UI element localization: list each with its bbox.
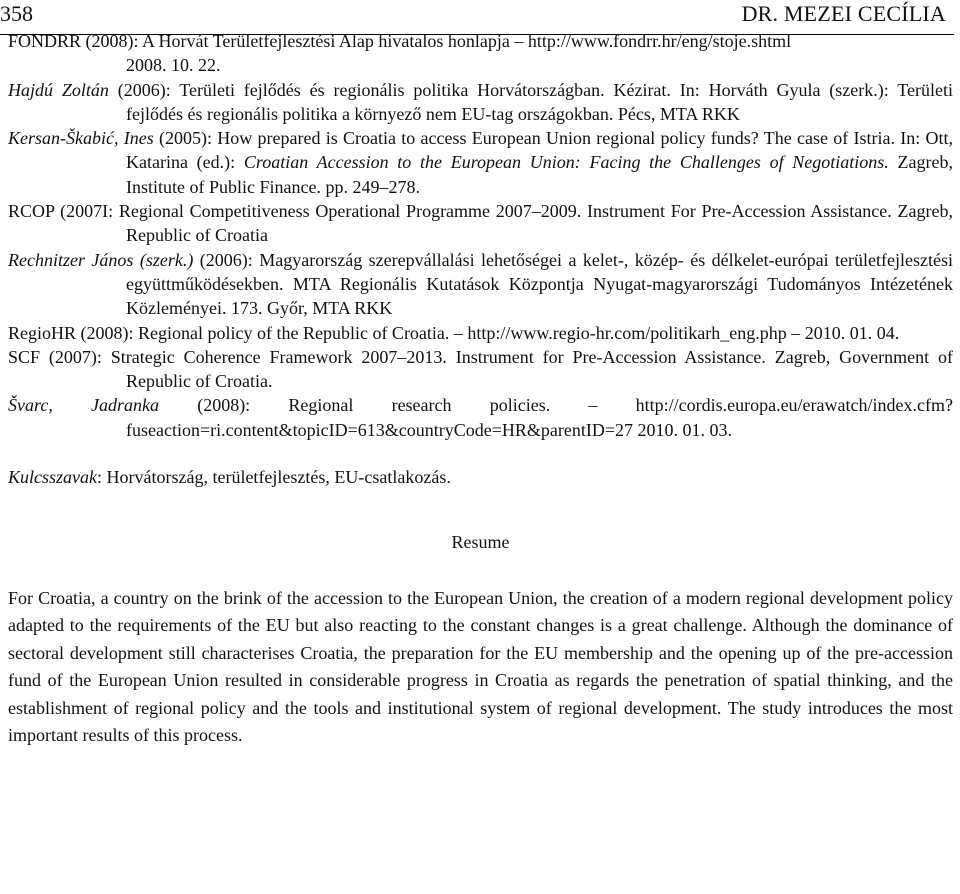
reference-item bbox=[8, 199, 953, 248]
reference-item bbox=[8, 248, 953, 321]
reference-author: Kersan-Škabić, Ines bbox=[8, 128, 154, 149]
reference-author: Švarc, Jadranka bbox=[8, 395, 159, 416]
reference-text: (2008): Regional research policies. – http://cordis.europa.eu/erawatch/index.cfm?fuseaction=ri.content&topicID=613&countryCode=HR&parentID=27 2010. 01. 03. bbox=[126, 395, 953, 440]
running-head: DR. MEZEI CECÍLIA bbox=[741, 1, 946, 26]
resume-body: For Croatia, a country on the brink of the accession to the European Union, the creation of a modern regional development policy adapted to the requirements of the EU but also reacting to the constant changes is a great challenge. Although the dominance of sectoral development still characterises Croatia, the preparation for the EU membership and the opening up of the pre-accession fund of the European Union resulted in considerable progress in Croatia as regards the penetration of spatial thinking, and the establishment of regional policy and the tools and institutional system of regional development. The study introduces the most important results of this process. bbox=[8, 588, 953, 746]
resume-title: Resume bbox=[451, 532, 510, 553]
reference-item bbox=[8, 126, 953, 199]
reference-author: Hajdú Zoltán bbox=[8, 79, 109, 100]
reference-text: RCOP (2007I: Regional Competitiveness Operational Programme 2007–2009. Instrument For Pre-Accession Assistance. Zagreb, Republic of Croatia bbox=[8, 201, 953, 246]
reference-item bbox=[8, 321, 953, 345]
keywords-text: : Horvátország, területfejlesztés, EU-csatlakozás. bbox=[97, 467, 451, 488]
reference-book-title: Croatian Accession to the European Union: Facing the Challenges of Negotiations. bbox=[243, 152, 889, 173]
reference-text: SCF (2007): Strategic Coherence Framework 2007–2013. Instrument for Pre-Accession Assistance. Zagreb, Government of Republic of Croatia. bbox=[8, 346, 953, 392]
reference-author: Rechnitzer János (szerk.) bbox=[8, 249, 194, 270]
reference-item bbox=[8, 29, 953, 78]
keywords-label: Kulcsszavak bbox=[8, 467, 97, 488]
reference-text: (2006): Magyarország szerepvállalási lehetőségei a kelet-, közép- és délkelet-európai területfejlesztési együttműködésekben. MTA Regionális Kutatások Központja Nyugat-magyarországi Tudományos Intézetének Közleményei. 173. Győr, MTA RKK bbox=[126, 249, 954, 319]
reference-text: (2006): Területi fejlődés és regionális politika Horvátországban. Kézirat. In: Horváth Gyula (szerk.): Területi fejlődés és regionális politika a környező nem EU-tag országokban. Pécs, MTA RKK bbox=[108, 79, 954, 124]
reference-publisher: Zagreb, Institute of Public Finance. pp. 249–278. bbox=[126, 152, 953, 197]
page-number: 358 bbox=[0, 1, 33, 26]
reference-list bbox=[8, 29, 953, 442]
reference-text: (2005): How prepared is Croatia to access European Union regional policy funds? The case of Istria. In: Ott, Katarina (ed.): bbox=[126, 128, 954, 173]
reference-date: 2008. 10. 22. bbox=[126, 55, 221, 76]
reference-item bbox=[8, 393, 953, 442]
reference-text: FONDRR (2008): A Horvát Területfejlesztési Alap hivatalos honlapja – http://www.fondrr.hr/eng/stoje.shtml bbox=[8, 31, 792, 51]
reference-item bbox=[8, 78, 953, 127]
document-page bbox=[8, 0, 953, 749]
reference-text: RegioHR (2008): Regional policy of the Republic of Croatia. – http://www.regio-hr.com/politikarh_eng.php – 2010. 01. 04. bbox=[8, 322, 900, 343]
keywords bbox=[8, 465, 953, 489]
reference-item bbox=[8, 345, 953, 394]
